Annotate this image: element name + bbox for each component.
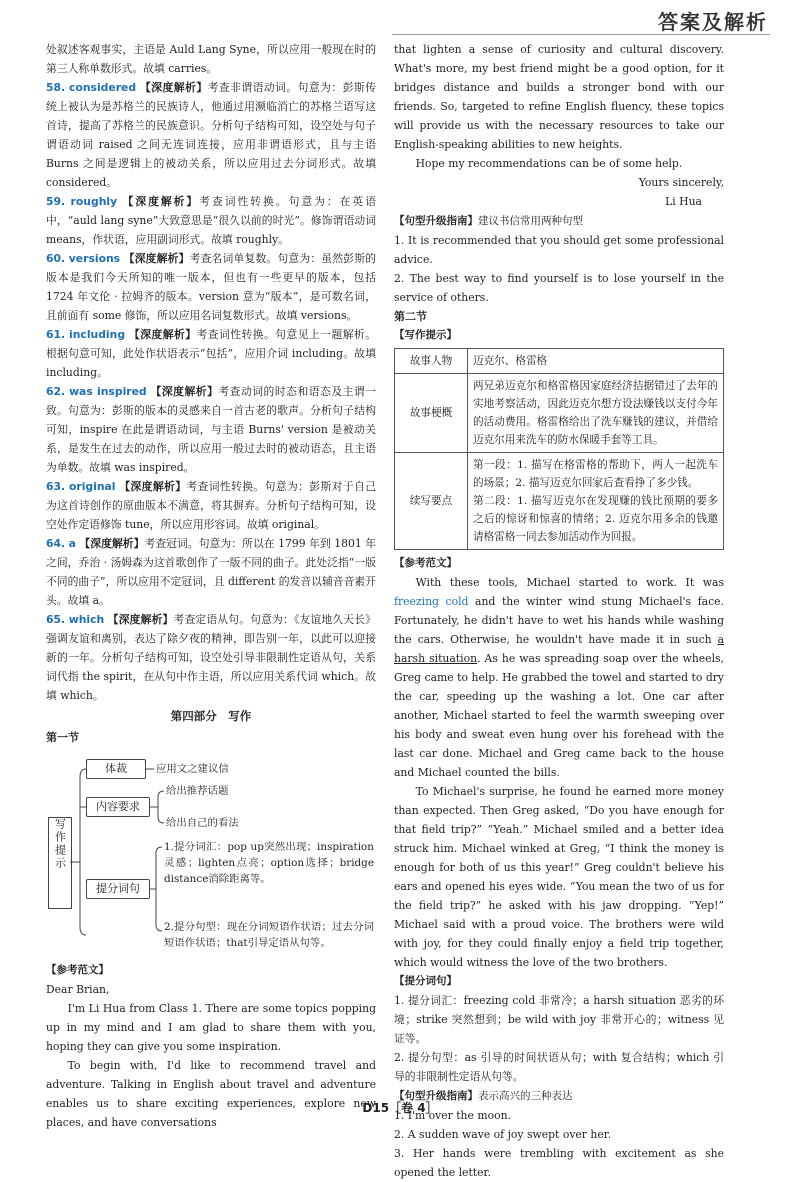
section2-title: 第二节 — [394, 310, 427, 323]
answer-item — [46, 249, 376, 325]
left-column — [46, 40, 376, 1132]
story-text: . As he was spreading soap over the wheels, Greg came to help. He grabbed the towel and started to dry the car, speeding up the washing a lot. One car after another, Michael started to feel the warmth sweeping over his body and sweat even hung over his forehead with the last car done. Michael and Greg came back to the house and Michael counted the bills. — [394, 652, 724, 779]
analysis-text: 考查词性转换。句意见上一题解析。根据句意可知，此处作状语表示“包括”，应用介词 including。故填 including。 — [46, 328, 376, 379]
table-row — [395, 453, 724, 550]
story-text: With these tools, Michael started to work. It was — [415, 576, 724, 589]
diagram-genre-text: 应用文之建议信 — [156, 763, 229, 775]
table-row — [395, 374, 724, 453]
analysis-tag: 【深度解析】 — [140, 81, 208, 94]
diagram-content-text-b: 给出自己的看法 — [166, 817, 239, 829]
answer-number: 58. — [46, 81, 66, 94]
pattern-item: 2. The best way to find yourself is to lose yourself in the service of others. — [394, 272, 724, 304]
writing-tips-diagram — [46, 751, 376, 955]
joy-expression: 3. Her hands were trembling with excitement as she opened the letter. — [394, 1147, 724, 1179]
answer-number: 59. — [46, 195, 66, 208]
analysis-text: 考查非谓语动词。句意为：彭斯传统上被认为是苏格兰的民族诗人，他通过用濒临消亡的苏格兰语写这首诗，提高了苏格兰的民族意识。分析句子结构可知，设空处与句子谓语动词 raised 之间无连词连接，应用非谓语形式，且与主语 Burns 之间是逻辑上的被动关系，所以应用过去分词形式。故填 considered。 — [46, 81, 377, 189]
story-highlight: freezing cold — [394, 595, 469, 608]
analysis-tag: 【深度解析】 — [123, 252, 190, 265]
letter-closing: Hope my recommendations can be of some help. — [415, 157, 683, 170]
analysis-text: 考查定语从句。句意为：《友谊地久天长》强调友谊和离别，表达了除夕夜的精神，即告别一年，以此可以迎接新的一年。分析句子结构可知，设空处引导非限制性定语从句，关系词代指 the spirit，在从句中作主语，所以应用关系代词 which。故填 which。 — [46, 613, 377, 702]
analysis-text: 考查名词单复数。句意为：虽然彭斯的版本是我们今天所知的唯一版本，但也有一些更早的版本，包括 1724 年文伦 · 拉姆齐的版本。version 意为“版本”，是可数名词，且前面有 some 修饰，所以应用名词复数形式。故填 versions。 — [46, 252, 377, 322]
diagram-node-content: 内容要求 — [86, 797, 150, 817]
table-value-line: 第一段：1. 描写在格雷格的帮助下，两人一起洗车的场景；2. 描写迈克尔回家后查看挣了多少钱。 — [473, 459, 718, 489]
letter-continuation: that lighten a sense of curiosity and cultural discovery. What's more, my best friend might be a good option, for it bridges distance and builds a stronger bond with our friends. So, targeted to refine English fluency, these topics will provide us with the necessary resources to take our English-speaking abilities to new heights. — [394, 43, 724, 151]
analysis-tag: 【深度解析】 — [107, 613, 174, 626]
pattern2-title: 表示高兴的三种表达 — [478, 1090, 573, 1102]
analysis-tag: 【深度解析】 — [119, 480, 187, 493]
diagram-node-vocab: 提分词句 — [86, 879, 150, 899]
header-rule — [392, 34, 770, 35]
answer-number: 60. — [46, 252, 66, 265]
table-value: 迈克尔、格雷格 — [468, 349, 724, 374]
answer-item — [46, 325, 376, 382]
model-story-tag: 【参考范文】 — [394, 557, 457, 569]
letter-sign-off: Yours sincerely, — [638, 176, 724, 189]
story-paragraph-2: To Michael's surprise, he found he earned more money than expected. Then Greg asked, “Do you have enough for that field trip?” “Yeah.” Michael smiled and a better idea struck him. Michael winked at Greg, “I think the money is enough for both of us this year!” Greg couldn't believe his ears and opened his eyes wide. “You mean the two of us for the field trip?” he asked with his jaw dropping. “Yep!” Michael said with a proud voice. The brothers were wild with joy, for they could finally enjoy a field trip together, which would witness the love of the two brothers. — [394, 785, 724, 969]
letter-greeting: Dear Brian, — [46, 983, 110, 996]
pattern-item: 1. It is recommended that you should get some professional advice. — [394, 234, 724, 266]
answer-number: 63. — [46, 480, 66, 493]
story-text: and the winter wind stung Michael's face. Fortunately, he didn't have to wet his hands while washing the cars. Otherwise, he wouldn't have made it in such — [394, 595, 724, 646]
section1-title: 第一节 — [46, 731, 79, 744]
answer-item — [46, 192, 376, 249]
answer-list — [46, 78, 376, 705]
answer-number: 62. — [46, 385, 66, 398]
analysis-tag: 【深度解析】 — [150, 385, 219, 398]
answer-word: versions — [68, 252, 121, 265]
joy-expression: 1. I'm over the moon. — [394, 1109, 511, 1122]
letter-paragraph: To begin with, I'd like to recommend travel and adventure. Talking in English about travel and adventure enables us to share exciting experiences, explore new places, and have conversations — [46, 1059, 376, 1129]
letter-signature: Li Hua — [665, 195, 702, 208]
analysis-text: 考查词性转换。句意为：彭斯对于自己为这首诗创作的原曲版本不满意，将其摒弃。分析句子结构可知，设空处作定语修饰 tune，所以应用形容词。故填 original。 — [46, 480, 376, 531]
answer-word: original — [68, 480, 116, 493]
diagram-root-label: 写作提示 — [53, 818, 67, 870]
analysis-text: 考查词性转换。句意为：在英语中，“auld lang syne”大致意思是“很久以前的时光”。修饰谓语动词 means，作状语，应用副词形式。故填 roughly。 — [46, 195, 376, 246]
table-key: 故事人物 — [395, 349, 468, 374]
letter-paragraph: I'm Li Hua from Class 1. There are some topics popping up in my mind and I am glad to share them with you, hoping they can give you some inspiration. — [46, 1002, 376, 1053]
analysis-tag: 【深度解析】 — [79, 537, 145, 550]
table-key: 续写要点 — [395, 453, 468, 550]
table-value — [468, 453, 724, 550]
pattern-guide-title: 建议书信常用两种句型 — [478, 215, 583, 227]
answer-word: considered — [69, 81, 137, 94]
answer-item — [46, 610, 376, 705]
diagram-node-genre: 体裁 — [86, 759, 146, 779]
diagram-vocab-text-a: 1.提分词汇：pop up突然出现；inspiration 灵感；lighten点亮；option选择；bridge distance消除距离等。 — [164, 841, 374, 885]
diagram-vocab-text-b: 2.提分句型：现在分词短语作状语；过去分词短语作状语；that引导定语从句等。 — [164, 921, 374, 949]
pattern-guide-tag: 【句型升级指南】 — [394, 215, 478, 227]
answer-item — [46, 477, 376, 534]
table-row — [395, 349, 724, 374]
answer-word: including — [69, 328, 126, 341]
table-key: 故事梗概 — [395, 374, 468, 453]
page-header-title: 答案及解析 — [658, 10, 768, 34]
vocab-item: 2. 提分句型：as 引导的时间状语从句；with 复合结构；which 引导的非限制性定语从句等。 — [394, 1051, 724, 1083]
joy-expression: 2. A sudden wave of joy swept over her. — [394, 1128, 612, 1141]
table-value: 两兄弟迈克尔和格雷格因家庭经济拮据错过了去年的实地考察活动，因此迈克尔想方设法赚钱以支付今年的活动费用。格雷格给出了洗车赚钱的建议，并借给迈克尔用来洗车的防水保暖手套等工具。 — [468, 374, 724, 453]
pattern2-tag: 【句型升级指南】 — [394, 1090, 478, 1102]
page-number: D15［卷 4］ — [362, 1101, 438, 1115]
answer-number: 65. — [46, 613, 66, 626]
writing-hint-tag: 【写作提示】 — [394, 329, 457, 341]
answer-word: which — [68, 613, 105, 626]
diagram-root-box — [48, 817, 72, 909]
answer-word: was inspired — [69, 385, 147, 398]
diagram-content-text-a: 给出推荐话题 — [166, 785, 229, 797]
answer-word: roughly — [70, 195, 118, 208]
answer-number: 61. — [46, 328, 66, 341]
answer-number: 64. — [46, 537, 66, 550]
table-value-line: 第二段：1. 描写迈克尔在发现赚的钱比预期的要多之后的惊讶和惊喜的情绪；2. 迈克尔用多余的钱邀请格雷格一同去参加活动作为回报。 — [473, 495, 718, 543]
story-outline-table — [394, 348, 724, 550]
analysis-tag: 【深度解析】 — [122, 195, 200, 208]
answer-item — [46, 78, 376, 192]
answer-item — [46, 534, 376, 610]
right-column — [394, 40, 724, 1182]
story-paragraph-1 — [394, 573, 724, 782]
analysis-text: 考查动词的时态和语态及主谓一致。句意为：彭斯的版本的灵感来自一首古老的歌声。分析句子结构可知，inspire 在此是谓语动词，与主语 Burns' version 是被动关系，是发生在过去的动作，所以应用一般过去时的被动语态，且主语为单数。故填 was inspired。 — [46, 385, 377, 474]
analysis-text: 考查冠词。句意为：所以在 1799 年到 1801 年之间，乔治 · 汤姆森为这首歌创作了一版不同的曲子。此处泛指“一版不同的曲子”，所以应用不定冠词，且 different 的发音以辅音音素开头。故填 a。 — [46, 537, 376, 607]
intro-paragraph: 处叙述客观事实，主语是 Auld Lang Syne，所以应用一般现在时的第三人称单数形式。故填 carries。 — [46, 43, 376, 75]
analysis-tag: 【深度解析】 — [128, 328, 197, 341]
story-highlight: a harsh situation — [394, 633, 724, 665]
vocab-tag: 【提分词句】 — [394, 975, 457, 987]
answer-item — [46, 382, 376, 477]
vocab-item: 1. 提分词汇：freezing cold 非常冷；a harsh situation 恶劣的环境；strike 突然想到；be wild with joy 非常开心的；witness 见证等。 — [394, 994, 724, 1045]
answer-word: a — [68, 537, 76, 550]
model-essay-tag: 【参考范文】 — [46, 964, 109, 976]
part4-title: 第四部分 写作 — [170, 709, 252, 723]
